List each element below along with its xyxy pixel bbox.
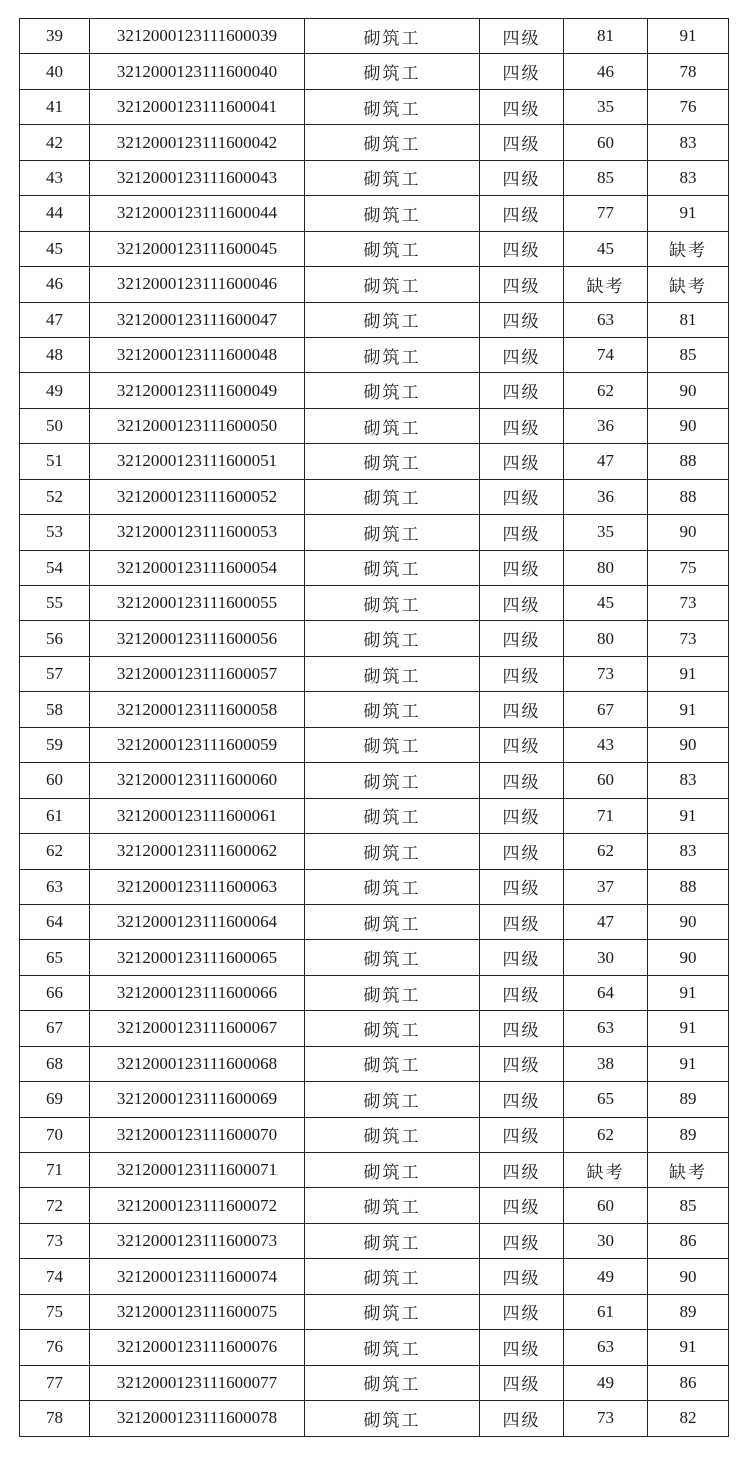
occupation-cell: 砌筑工 (305, 373, 480, 408)
row-number-cell: 71 (20, 1153, 90, 1188)
row-number-cell: 45 (20, 231, 90, 266)
practical-score-cell: 88 (648, 479, 729, 514)
row-number-cell: 50 (20, 408, 90, 443)
occupation-cell: 砌筑工 (305, 1011, 480, 1046)
row-number-cell: 63 (20, 869, 90, 904)
level-cell: 四级 (480, 692, 564, 727)
row-number-cell: 41 (20, 89, 90, 124)
row-number-cell: 55 (20, 586, 90, 621)
table-row (20, 373, 729, 408)
ticket-number-cell: 3212000123111600073 (90, 1223, 305, 1258)
table-row (20, 302, 729, 337)
occupation-cell: 砌筑工 (305, 19, 480, 54)
row-number-cell: 54 (20, 550, 90, 585)
practical-score-cell: 91 (648, 1330, 729, 1365)
table-row (20, 1046, 729, 1081)
theory-score-cell: 71 (564, 798, 648, 833)
level-cell: 四级 (480, 1046, 564, 1081)
level-cell: 四级 (480, 267, 564, 302)
theory-score-cell: 37 (564, 869, 648, 904)
occupation-cell: 砌筑工 (305, 1153, 480, 1188)
level-cell: 四级 (480, 1401, 564, 1436)
theory-score-cell: 45 (564, 231, 648, 266)
level-cell: 四级 (480, 869, 564, 904)
level-cell: 四级 (480, 160, 564, 195)
row-number-cell: 73 (20, 1223, 90, 1258)
ticket-number-cell: 3212000123111600039 (90, 19, 305, 54)
ticket-number-cell: 3212000123111600052 (90, 479, 305, 514)
row-number-cell: 43 (20, 160, 90, 195)
row-number-cell: 59 (20, 727, 90, 762)
row-number-cell: 68 (20, 1046, 90, 1081)
practical-score-cell: 85 (648, 1188, 729, 1223)
theory-score-cell: 30 (564, 940, 648, 975)
occupation-cell: 砌筑工 (305, 1401, 480, 1436)
row-number-cell: 69 (20, 1082, 90, 1117)
theory-score-cell: 74 (564, 337, 648, 372)
row-number-cell: 60 (20, 763, 90, 798)
occupation-cell: 砌筑工 (305, 834, 480, 869)
practical-score-cell: 83 (648, 125, 729, 160)
practical-score-cell: 91 (648, 798, 729, 833)
ticket-number-cell: 3212000123111600042 (90, 125, 305, 160)
row-number-cell: 78 (20, 1401, 90, 1436)
occupation-cell: 砌筑工 (305, 196, 480, 231)
ticket-number-cell: 3212000123111600058 (90, 692, 305, 727)
table-row (20, 160, 729, 195)
theory-score-cell: 61 (564, 1294, 648, 1329)
occupation-cell: 砌筑工 (305, 231, 480, 266)
level-cell: 四级 (480, 373, 564, 408)
occupation-cell: 砌筑工 (305, 727, 480, 762)
theory-score-cell: 63 (564, 1011, 648, 1046)
ticket-number-cell: 3212000123111600059 (90, 727, 305, 762)
theory-score-cell: 49 (564, 1259, 648, 1294)
table-row (20, 1330, 729, 1365)
theory-score-cell: 缺考 (564, 1153, 648, 1188)
level-cell: 四级 (480, 1188, 564, 1223)
row-number-cell: 61 (20, 798, 90, 833)
ticket-number-cell: 3212000123111600070 (90, 1117, 305, 1152)
ticket-number-cell: 3212000123111600072 (90, 1188, 305, 1223)
occupation-cell: 砌筑工 (305, 408, 480, 443)
practical-score-cell: 89 (648, 1294, 729, 1329)
occupation-cell: 砌筑工 (305, 1082, 480, 1117)
row-number-cell: 58 (20, 692, 90, 727)
theory-score-cell: 80 (564, 550, 648, 585)
row-number-cell: 52 (20, 479, 90, 514)
table-row (20, 19, 729, 54)
row-number-cell: 62 (20, 834, 90, 869)
ticket-number-cell: 3212000123111600065 (90, 940, 305, 975)
level-cell: 四级 (480, 408, 564, 443)
theory-score-cell: 67 (564, 692, 648, 727)
occupation-cell: 砌筑工 (305, 798, 480, 833)
table-row (20, 550, 729, 585)
theory-score-cell: 80 (564, 621, 648, 656)
occupation-cell: 砌筑工 (305, 1223, 480, 1258)
level-cell: 四级 (480, 1330, 564, 1365)
ticket-number-cell: 3212000123111600050 (90, 408, 305, 443)
table-row (20, 196, 729, 231)
occupation-cell: 砌筑工 (305, 1117, 480, 1152)
practical-score-cell: 91 (648, 196, 729, 231)
table-row (20, 1082, 729, 1117)
practical-score-cell: 83 (648, 834, 729, 869)
occupation-cell: 砌筑工 (305, 1365, 480, 1400)
table-row (20, 1223, 729, 1258)
theory-score-cell: 64 (564, 975, 648, 1010)
table-row (20, 869, 729, 904)
occupation-cell: 砌筑工 (305, 1294, 480, 1329)
row-number-cell: 47 (20, 302, 90, 337)
level-cell: 四级 (480, 444, 564, 479)
practical-score-cell: 82 (648, 1401, 729, 1436)
level-cell: 四级 (480, 125, 564, 160)
occupation-cell: 砌筑工 (305, 302, 480, 337)
table-row (20, 1294, 729, 1329)
ticket-number-cell: 3212000123111600040 (90, 54, 305, 89)
ticket-number-cell: 3212000123111600044 (90, 196, 305, 231)
ticket-number-cell: 3212000123111600057 (90, 656, 305, 691)
theory-score-cell: 36 (564, 479, 648, 514)
ticket-number-cell: 3212000123111600054 (90, 550, 305, 585)
occupation-cell: 砌筑工 (305, 621, 480, 656)
ticket-number-cell: 3212000123111600047 (90, 302, 305, 337)
occupation-cell: 砌筑工 (305, 975, 480, 1010)
occupation-cell: 砌筑工 (305, 550, 480, 585)
practical-score-cell: 81 (648, 302, 729, 337)
level-cell: 四级 (480, 1011, 564, 1046)
occupation-cell: 砌筑工 (305, 337, 480, 372)
theory-score-cell: 62 (564, 834, 648, 869)
ticket-number-cell: 3212000123111600062 (90, 834, 305, 869)
score-table (19, 18, 729, 1437)
table-row (20, 515, 729, 550)
practical-score-cell: 90 (648, 940, 729, 975)
level-cell: 四级 (480, 1082, 564, 1117)
row-number-cell: 42 (20, 125, 90, 160)
practical-score-cell: 88 (648, 869, 729, 904)
theory-score-cell: 62 (564, 1117, 648, 1152)
occupation-cell: 砌筑工 (305, 692, 480, 727)
table-row (20, 763, 729, 798)
practical-score-cell: 83 (648, 763, 729, 798)
ticket-number-cell: 3212000123111600066 (90, 975, 305, 1010)
level-cell: 四级 (480, 515, 564, 550)
table-row (20, 408, 729, 443)
row-number-cell: 74 (20, 1259, 90, 1294)
ticket-number-cell: 3212000123111600048 (90, 337, 305, 372)
table-row (20, 1259, 729, 1294)
level-cell: 四级 (480, 763, 564, 798)
level-cell: 四级 (480, 1117, 564, 1152)
theory-score-cell: 缺考 (564, 267, 648, 302)
table-row (20, 1117, 729, 1152)
occupation-cell: 砌筑工 (305, 904, 480, 939)
table-row (20, 231, 729, 266)
theory-score-cell: 77 (564, 196, 648, 231)
table-row (20, 1401, 729, 1436)
practical-score-cell: 86 (648, 1223, 729, 1258)
practical-score-cell: 73 (648, 621, 729, 656)
table-row (20, 54, 729, 89)
level-cell: 四级 (480, 196, 564, 231)
row-number-cell: 70 (20, 1117, 90, 1152)
practical-score-cell: 90 (648, 408, 729, 443)
theory-score-cell: 60 (564, 1188, 648, 1223)
ticket-number-cell: 3212000123111600051 (90, 444, 305, 479)
theory-score-cell: 35 (564, 89, 648, 124)
practical-score-cell: 缺考 (648, 231, 729, 266)
occupation-cell: 砌筑工 (305, 89, 480, 124)
table-row (20, 125, 729, 160)
practical-score-cell: 91 (648, 1046, 729, 1081)
practical-score-cell: 89 (648, 1117, 729, 1152)
ticket-number-cell: 3212000123111600068 (90, 1046, 305, 1081)
practical-score-cell: 90 (648, 373, 729, 408)
theory-score-cell: 36 (564, 408, 648, 443)
table-row (20, 904, 729, 939)
practical-score-cell: 76 (648, 89, 729, 124)
practical-score-cell: 90 (648, 904, 729, 939)
level-cell: 四级 (480, 621, 564, 656)
level-cell: 四级 (480, 1259, 564, 1294)
row-number-cell: 64 (20, 904, 90, 939)
level-cell: 四级 (480, 54, 564, 89)
table-row (20, 444, 729, 479)
practical-score-cell: 91 (648, 692, 729, 727)
occupation-cell: 砌筑工 (305, 1046, 480, 1081)
table-row (20, 692, 729, 727)
practical-score-cell: 75 (648, 550, 729, 585)
ticket-number-cell: 3212000123111600074 (90, 1259, 305, 1294)
row-number-cell: 66 (20, 975, 90, 1010)
row-number-cell: 44 (20, 196, 90, 231)
theory-score-cell: 63 (564, 1330, 648, 1365)
practical-score-cell: 缺考 (648, 1153, 729, 1188)
theory-score-cell: 60 (564, 125, 648, 160)
table-row (20, 834, 729, 869)
row-number-cell: 39 (20, 19, 90, 54)
table-row (20, 586, 729, 621)
ticket-number-cell: 3212000123111600067 (90, 1011, 305, 1046)
occupation-cell: 砌筑工 (305, 515, 480, 550)
row-number-cell: 75 (20, 1294, 90, 1329)
level-cell: 四级 (480, 302, 564, 337)
ticket-number-cell: 3212000123111600063 (90, 869, 305, 904)
practical-score-cell: 73 (648, 586, 729, 621)
level-cell: 四级 (480, 337, 564, 372)
table-row (20, 727, 729, 762)
occupation-cell: 砌筑工 (305, 586, 480, 621)
row-number-cell: 46 (20, 267, 90, 302)
ticket-number-cell: 3212000123111600046 (90, 267, 305, 302)
occupation-cell: 砌筑工 (305, 125, 480, 160)
table-row (20, 621, 729, 656)
level-cell: 四级 (480, 19, 564, 54)
level-cell: 四级 (480, 89, 564, 124)
level-cell: 四级 (480, 834, 564, 869)
practical-score-cell: 90 (648, 515, 729, 550)
practical-score-cell: 86 (648, 1365, 729, 1400)
theory-score-cell: 85 (564, 160, 648, 195)
score-table-body (20, 19, 729, 1437)
occupation-cell: 砌筑工 (305, 940, 480, 975)
occupation-cell: 砌筑工 (305, 479, 480, 514)
ticket-number-cell: 3212000123111600076 (90, 1330, 305, 1365)
ticket-number-cell: 3212000123111600071 (90, 1153, 305, 1188)
practical-score-cell: 90 (648, 727, 729, 762)
practical-score-cell: 85 (648, 337, 729, 372)
level-cell: 四级 (480, 656, 564, 691)
level-cell: 四级 (480, 550, 564, 585)
theory-score-cell: 47 (564, 904, 648, 939)
row-number-cell: 57 (20, 656, 90, 691)
practical-score-cell: 90 (648, 1259, 729, 1294)
ticket-number-cell: 3212000123111600069 (90, 1082, 305, 1117)
practical-score-cell: 91 (648, 975, 729, 1010)
ticket-number-cell: 3212000123111600049 (90, 373, 305, 408)
practical-score-cell: 91 (648, 19, 729, 54)
occupation-cell: 砌筑工 (305, 54, 480, 89)
level-cell: 四级 (480, 1365, 564, 1400)
occupation-cell: 砌筑工 (305, 1188, 480, 1223)
ticket-number-cell: 3212000123111600078 (90, 1401, 305, 1436)
row-number-cell: 77 (20, 1365, 90, 1400)
occupation-cell: 砌筑工 (305, 763, 480, 798)
theory-score-cell: 60 (564, 763, 648, 798)
practical-score-cell: 91 (648, 1011, 729, 1046)
practical-score-cell: 89 (648, 1082, 729, 1117)
level-cell: 四级 (480, 1153, 564, 1188)
level-cell: 四级 (480, 586, 564, 621)
row-number-cell: 40 (20, 54, 90, 89)
table-row (20, 1153, 729, 1188)
theory-score-cell: 49 (564, 1365, 648, 1400)
table-row (20, 975, 729, 1010)
row-number-cell: 65 (20, 940, 90, 975)
table-row (20, 656, 729, 691)
ticket-number-cell: 3212000123111600043 (90, 160, 305, 195)
theory-score-cell: 43 (564, 727, 648, 762)
occupation-cell: 砌筑工 (305, 656, 480, 691)
ticket-number-cell: 3212000123111600041 (90, 89, 305, 124)
ticket-number-cell: 3212000123111600053 (90, 515, 305, 550)
table-row (20, 940, 729, 975)
level-cell: 四级 (480, 479, 564, 514)
ticket-number-cell: 3212000123111600056 (90, 621, 305, 656)
row-number-cell: 72 (20, 1188, 90, 1223)
table-row (20, 337, 729, 372)
level-cell: 四级 (480, 231, 564, 266)
level-cell: 四级 (480, 1223, 564, 1258)
theory-score-cell: 63 (564, 302, 648, 337)
row-number-cell: 48 (20, 337, 90, 372)
level-cell: 四级 (480, 727, 564, 762)
table-row (20, 798, 729, 833)
occupation-cell: 砌筑工 (305, 267, 480, 302)
practical-score-cell: 78 (648, 54, 729, 89)
theory-score-cell: 47 (564, 444, 648, 479)
occupation-cell: 砌筑工 (305, 1259, 480, 1294)
occupation-cell: 砌筑工 (305, 869, 480, 904)
practical-score-cell: 88 (648, 444, 729, 479)
ticket-number-cell: 3212000123111600075 (90, 1294, 305, 1329)
theory-score-cell: 30 (564, 1223, 648, 1258)
level-cell: 四级 (480, 940, 564, 975)
theory-score-cell: 73 (564, 656, 648, 691)
table-row (20, 1365, 729, 1400)
level-cell: 四级 (480, 798, 564, 833)
row-number-cell: 56 (20, 621, 90, 656)
ticket-number-cell: 3212000123111600064 (90, 904, 305, 939)
practical-score-cell: 缺考 (648, 267, 729, 302)
level-cell: 四级 (480, 1294, 564, 1329)
theory-score-cell: 46 (564, 54, 648, 89)
table-row (20, 479, 729, 514)
row-number-cell: 49 (20, 373, 90, 408)
row-number-cell: 53 (20, 515, 90, 550)
practical-score-cell: 91 (648, 656, 729, 691)
theory-score-cell: 65 (564, 1082, 648, 1117)
theory-score-cell: 73 (564, 1401, 648, 1436)
level-cell: 四级 (480, 975, 564, 1010)
theory-score-cell: 45 (564, 586, 648, 621)
table-row (20, 1011, 729, 1046)
theory-score-cell: 35 (564, 515, 648, 550)
occupation-cell: 砌筑工 (305, 1330, 480, 1365)
theory-score-cell: 62 (564, 373, 648, 408)
row-number-cell: 76 (20, 1330, 90, 1365)
ticket-number-cell: 3212000123111600061 (90, 798, 305, 833)
table-row (20, 1188, 729, 1223)
level-cell: 四级 (480, 904, 564, 939)
ticket-number-cell: 3212000123111600077 (90, 1365, 305, 1400)
practical-score-cell: 83 (648, 160, 729, 195)
theory-score-cell: 38 (564, 1046, 648, 1081)
ticket-number-cell: 3212000123111600055 (90, 586, 305, 621)
ticket-number-cell: 3212000123111600045 (90, 231, 305, 266)
ticket-number-cell: 3212000123111600060 (90, 763, 305, 798)
theory-score-cell: 81 (564, 19, 648, 54)
occupation-cell: 砌筑工 (305, 444, 480, 479)
table-row (20, 89, 729, 124)
occupation-cell: 砌筑工 (305, 160, 480, 195)
row-number-cell: 67 (20, 1011, 90, 1046)
row-number-cell: 51 (20, 444, 90, 479)
table-row (20, 267, 729, 302)
